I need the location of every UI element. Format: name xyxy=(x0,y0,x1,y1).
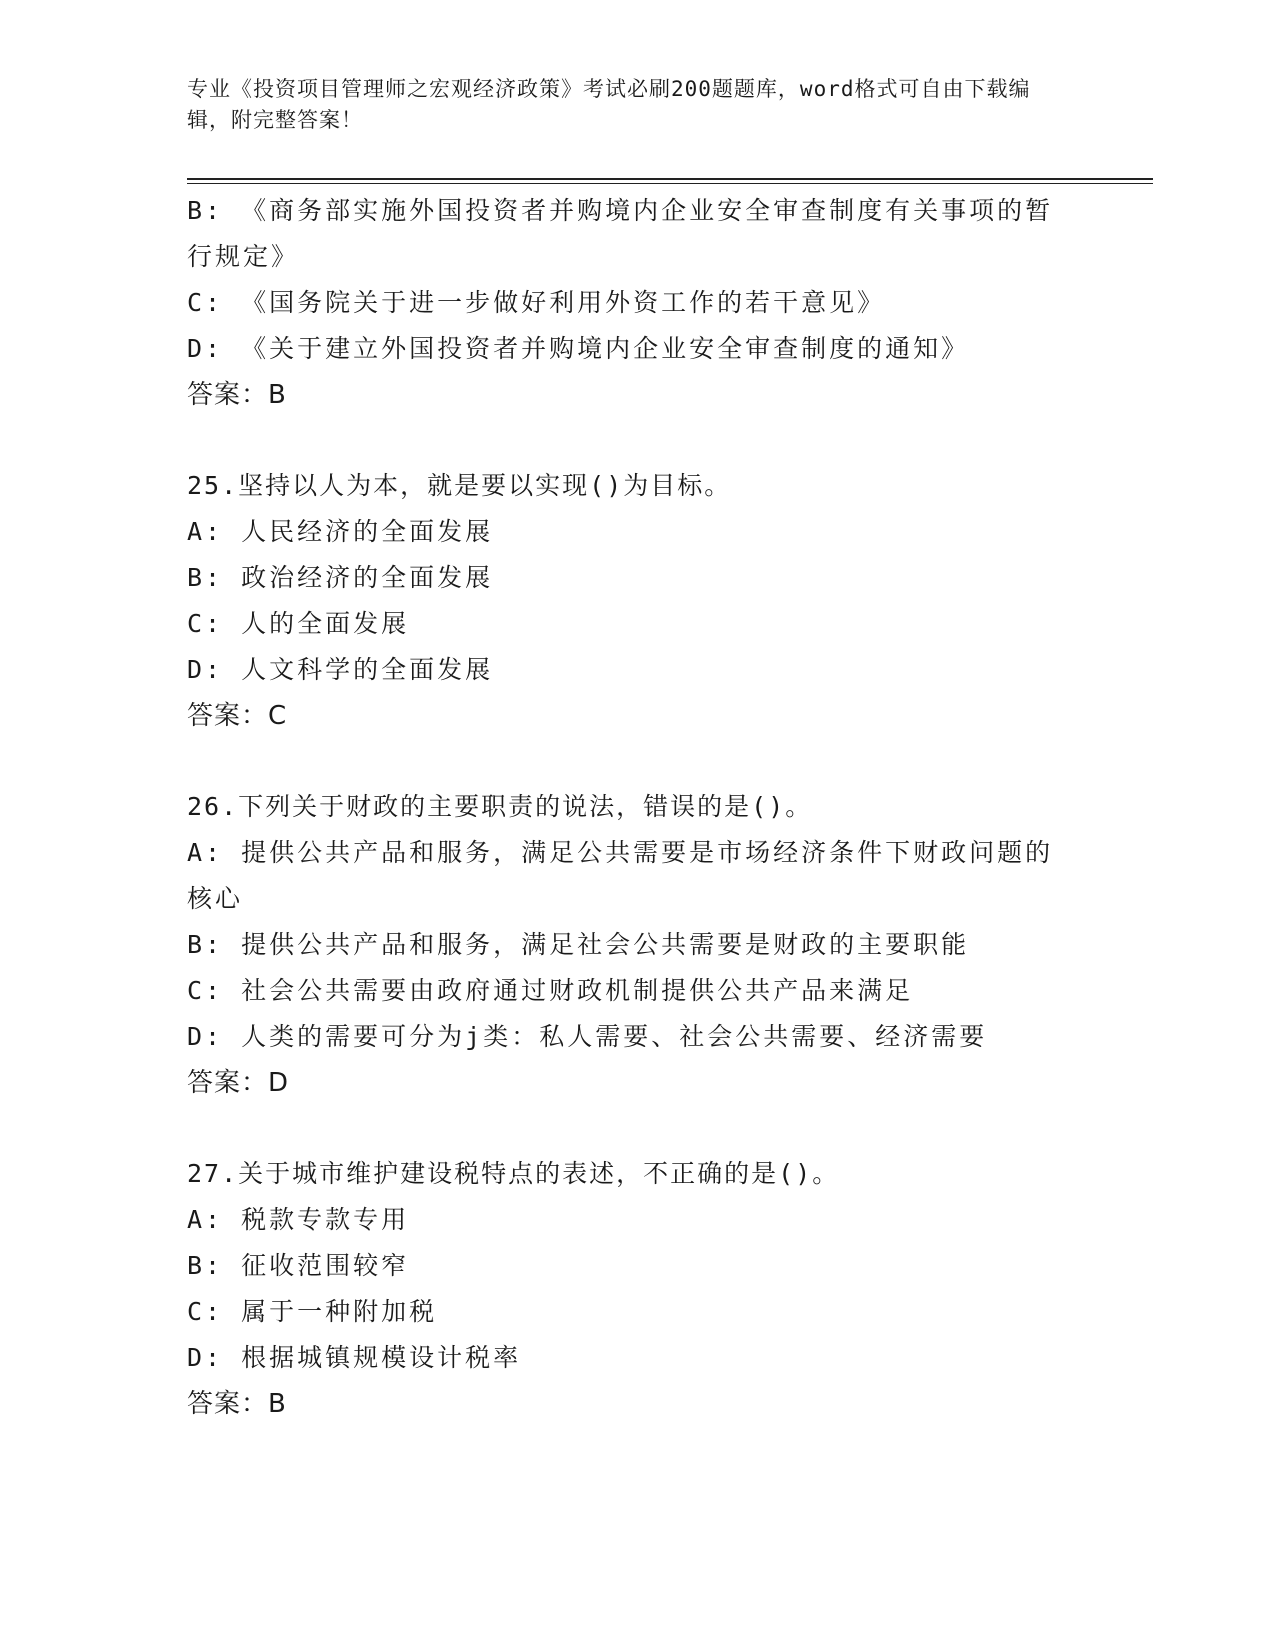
question-stem: 27.关于城市维护建设税特点的表述，不正确的是()。 xyxy=(187,1159,840,1188)
option-b: B: 提供公共产品和服务，满足社会公共需要是财政的主要职能 xyxy=(187,930,970,959)
header-rule-thick xyxy=(187,178,1153,180)
option-b: B: 《商务部实施外国投资者并购境内企业安全审查制度有关事项的暂行规定》 xyxy=(187,196,1054,271)
answer-line: 答案：D xyxy=(187,1068,290,1098)
answer-line: 答案：B xyxy=(187,380,287,410)
option-c: C: 社会公共需要由政府通过财政机制提供公共产品来满足 xyxy=(187,976,914,1005)
option-c: C: 《国务院关于进一步做好利用外资工作的若干意见》 xyxy=(187,288,886,317)
spacer xyxy=(187,1106,1087,1151)
question-stem: 25.坚持以人为本，就是要以实现()为目标。 xyxy=(187,471,732,500)
option-c: C: 属于一种附加税 xyxy=(187,1297,438,1326)
option-b: B: 政治经济的全面发展 xyxy=(187,563,494,592)
option-a: A: 人民经济的全面发展 xyxy=(187,517,494,546)
spacer xyxy=(187,418,1087,463)
option-c: C: 人的全面发展 xyxy=(187,609,410,638)
document-header: 专业《投资项目管理师之宏观经济政策》考试必刷200题题库，word格式可自由下载编辑，附完整答案！ xyxy=(187,77,1031,132)
question-block-27 xyxy=(187,1151,1087,1427)
question-stem: 26.下列关于财政的主要职责的说法，错误的是()。 xyxy=(187,792,813,821)
option-d: D: 人文科学的全面发展 xyxy=(187,655,494,684)
question-block-24 xyxy=(187,188,1087,418)
spacer xyxy=(187,739,1087,784)
option-d: D: 人类的需要可分为j类：私人需要、社会公共需要、经济需要 xyxy=(187,1022,988,1051)
question-list xyxy=(187,188,1087,1427)
answer-line: 答案：C xyxy=(187,701,288,731)
option-a: A: 税款专款专用 xyxy=(187,1205,410,1234)
option-d: D: 根据城镇规模设计税率 xyxy=(187,1343,522,1372)
answer-line: 答案：B xyxy=(187,1389,287,1419)
header-rule-thin xyxy=(187,183,1153,184)
option-a: A: 提供公共产品和服务，满足公共需要是市场经济条件下财政问题的核心 xyxy=(187,838,1054,913)
question-block-25 xyxy=(187,463,1087,739)
option-d: D: 《关于建立外国投资者并购境内企业安全审查制度的通知》 xyxy=(187,334,970,363)
option-b: B: 征收范围较窄 xyxy=(187,1251,410,1280)
question-block-26 xyxy=(187,784,1087,1106)
